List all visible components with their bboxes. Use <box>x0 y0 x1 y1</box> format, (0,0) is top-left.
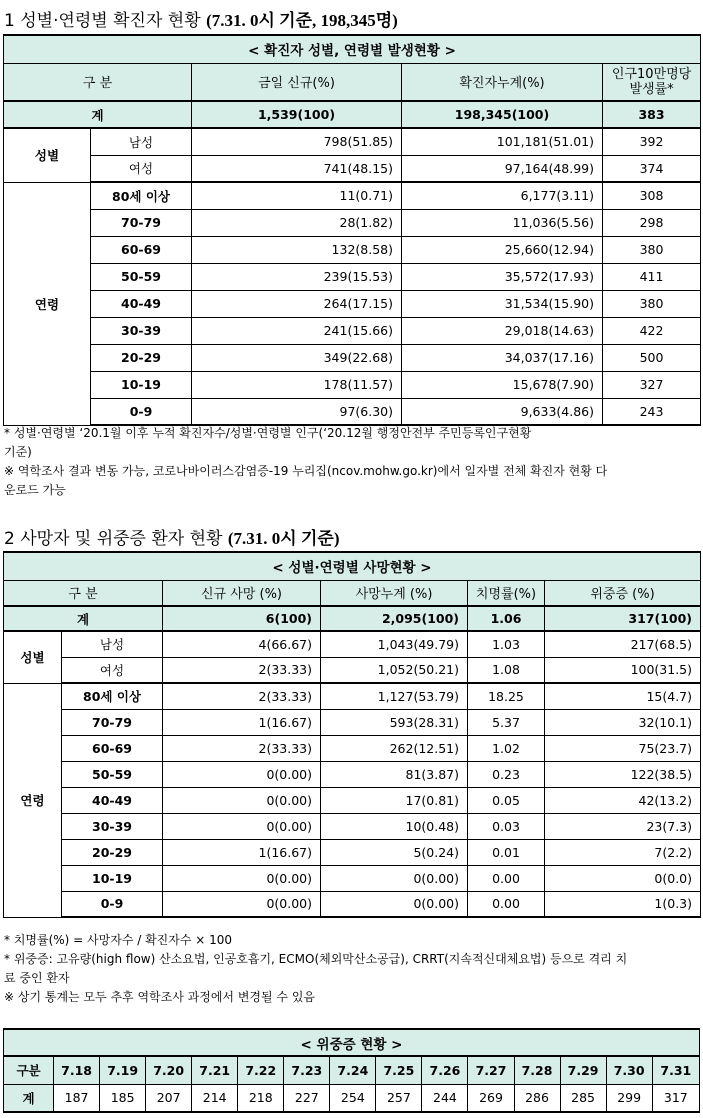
value-cell: 254 <box>330 1084 376 1112</box>
total-cumulative: 198,345(100) <box>402 101 603 128</box>
table-row <box>4 813 701 839</box>
cell-new: 241(15.66) <box>192 317 402 344</box>
cell-fatality: 0.03 <box>468 813 545 839</box>
cell-cumulative: 5(0.24) <box>321 839 468 865</box>
cell-cumulative: 34,037(17.16) <box>402 344 603 371</box>
date-cell: 7.31 <box>652 1056 699 1084</box>
table-row <box>4 236 701 263</box>
total-new: 1,539(100) <box>192 101 402 128</box>
cell-rate: 243 <box>603 398 701 425</box>
confirmed-table-banner: < 확진자 성별, 연령별 발생현황 > <box>4 35 701 63</box>
date-cell: 7.30 <box>606 1056 652 1084</box>
section1-title-date: (7.31. 0시 기준, 198,345명) <box>206 11 398 30</box>
header-cumulative-deaths: 사망누계 (%) <box>321 580 468 606</box>
row-label: 30-39 <box>62 813 163 839</box>
note-line: * 위중증: 고유량(high flow) 산소요법, 인공호흡기, ECMO(체외막산소공급), CRRT(지속적신대체요법) 등으로 격리 치 <box>4 952 628 966</box>
cell-severe: 0(0.0) <box>545 865 701 891</box>
cell-new: 2(33.33) <box>163 657 321 683</box>
cell-rate: 500 <box>603 344 701 371</box>
row-label: 40-49 <box>91 290 192 317</box>
cell-rate: 392 <box>603 128 701 155</box>
row-label: 80세 이상 <box>62 683 163 709</box>
group-sex: 성별 <box>4 631 62 683</box>
row-label: 60-69 <box>91 236 192 263</box>
cell-new: 264(17.15) <box>192 290 402 317</box>
cell-cumulative: 10(0.48) <box>321 813 468 839</box>
date-cell: 7.27 <box>468 1056 514 1084</box>
row-label: 0-9 <box>62 891 163 917</box>
row-label: 60-69 <box>62 735 163 761</box>
cell-severe: 122(38.5) <box>545 761 701 787</box>
date-cell: 7.19 <box>100 1056 146 1084</box>
table-row <box>4 290 701 317</box>
table-row <box>4 891 701 917</box>
note-line: * 치명률(%) = 사망자수 / 확진자수 × 100 <box>4 933 233 947</box>
cell-severe: 75(23.7) <box>545 735 701 761</box>
cell-new: 798(51.85) <box>192 128 402 155</box>
header-fatality: 치명률(%) <box>468 580 545 606</box>
table-row <box>4 683 701 709</box>
cell-new: 349(22.68) <box>192 344 402 371</box>
table-row <box>4 344 701 371</box>
date-cell: 7.28 <box>514 1056 560 1084</box>
cell-new: 1(16.67) <box>163 839 321 865</box>
value-cell: 299 <box>606 1084 652 1112</box>
cell-cumulative: 17(0.81) <box>321 787 468 813</box>
header-cumulative: 확진자누계(%) <box>402 63 603 101</box>
table-row <box>4 128 701 155</box>
cell-cumulative: 35,572(17.93) <box>402 263 603 290</box>
cell-severe: 100(31.5) <box>545 657 701 683</box>
total-new: 6(100) <box>163 606 321 631</box>
section1-title-text: 1 성별·연령별 확진자 현황 <box>4 11 207 31</box>
value-cell: 207 <box>146 1084 192 1112</box>
cell-rate: 380 <box>603 290 701 317</box>
cell-rate: 411 <box>603 263 701 290</box>
header-rate-line1: 인구10만명당 <box>611 66 692 82</box>
cell-fatality: 0.00 <box>468 891 545 917</box>
row-label: 50-59 <box>62 761 163 787</box>
dates-row <box>4 1056 700 1084</box>
cell-rate: 327 <box>603 371 701 398</box>
row-label: 20-29 <box>62 839 163 865</box>
total-cumulative: 2,095(100) <box>321 606 468 631</box>
cell-new: 239(15.53) <box>192 263 402 290</box>
row-label: 50-59 <box>91 263 192 290</box>
cell-severe: 42(13.2) <box>545 787 701 813</box>
cell-rate: 374 <box>603 155 701 182</box>
cell-severe: 32(10.1) <box>545 709 701 735</box>
note-line: ※ 상기 통계는 모두 추후 역학조사 과정에서 변경될 수 있음 <box>4 990 316 1004</box>
note-line: 기준) <box>4 445 32 459</box>
row-label: 40-49 <box>62 787 163 813</box>
table-row <box>4 398 701 425</box>
date-cell: 7.23 <box>284 1056 330 1084</box>
group-age: 연령 <box>4 182 91 425</box>
value-cell: 257 <box>376 1084 422 1112</box>
cell-new: 2(33.33) <box>163 735 321 761</box>
cell-new: 178(11.57) <box>192 371 402 398</box>
table-row <box>4 735 701 761</box>
cell-new: 132(8.58) <box>192 236 402 263</box>
total-label: 계 <box>4 606 163 631</box>
cell-severe: 217(68.5) <box>545 631 701 657</box>
cell-new: 4(66.67) <box>163 631 321 657</box>
date-cell: 7.24 <box>330 1056 376 1084</box>
table-row <box>4 263 701 290</box>
deaths-table-banner: < 성별·연령별 사망현황 > <box>4 552 701 580</box>
cell-new: 0(0.00) <box>163 787 321 813</box>
deaths-table <box>3 551 701 918</box>
row-label: 구분 <box>4 1056 54 1084</box>
row-label: 70-79 <box>91 209 192 236</box>
cell-fatality: 1.03 <box>468 631 545 657</box>
cell-new: 0(0.00) <box>163 891 321 917</box>
values-row <box>4 1084 700 1112</box>
total-label: 계 <box>4 101 192 128</box>
date-cell: 7.20 <box>146 1056 192 1084</box>
value-cell: 214 <box>192 1084 238 1112</box>
severe-trend-table <box>3 1028 700 1113</box>
cell-cumulative: 15,678(7.90) <box>402 371 603 398</box>
cell-cumulative: 6,177(3.11) <box>402 182 603 209</box>
cell-new: 0(0.00) <box>163 865 321 891</box>
row-label: 30-39 <box>91 317 192 344</box>
value-cell: 227 <box>284 1084 330 1112</box>
value-cell: 286 <box>514 1084 560 1112</box>
value-cell: 187 <box>54 1084 100 1112</box>
cell-cumulative: 97,164(48.99) <box>402 155 603 182</box>
header-rate <box>603 63 701 101</box>
confirmed-cases-table <box>3 34 701 426</box>
cell-fatality: 1.08 <box>468 657 545 683</box>
cell-rate: 298 <box>603 209 701 236</box>
cell-severe: 23(7.3) <box>545 813 701 839</box>
cell-new: 741(48.15) <box>192 155 402 182</box>
row-label: 80세 이상 <box>91 182 192 209</box>
section2-title-text: 2 사망자 및 위중증 환자 현황 <box>4 529 228 549</box>
table-row <box>4 709 701 735</box>
date-cell: 7.21 <box>192 1056 238 1084</box>
cell-cumulative: 0(0.00) <box>321 891 468 917</box>
cell-cumulative: 81(3.87) <box>321 761 468 787</box>
cell-fatality: 0.23 <box>468 761 545 787</box>
row-label: 여성 <box>62 657 163 683</box>
row-label: 20-29 <box>91 344 192 371</box>
header-category: 구 분 <box>4 580 163 606</box>
cell-rate: 308 <box>603 182 701 209</box>
table-row <box>4 209 701 236</box>
value-cell: 285 <box>560 1084 606 1112</box>
row-label: 70-79 <box>62 709 163 735</box>
cell-new: 0(0.00) <box>163 761 321 787</box>
cell-cumulative: 0(0.00) <box>321 865 468 891</box>
table-row <box>4 631 701 657</box>
date-cell: 7.29 <box>560 1056 606 1084</box>
value-cell: 244 <box>422 1084 468 1112</box>
cell-new: 28(1.82) <box>192 209 402 236</box>
date-cell: 7.25 <box>376 1056 422 1084</box>
header-new: 금일 신규(%) <box>192 63 402 101</box>
note-line: 료 중인 환자 <box>4 971 70 985</box>
cell-cumulative: 1,127(53.79) <box>321 683 468 709</box>
cell-new: 2(33.33) <box>163 683 321 709</box>
note-line: * 성별·연령별 ‘20.1월 이후 누적 확진자수/성별·연령별 인구(‘20.12월 행정안전부 주민등록인구현황 <box>4 426 532 440</box>
cell-cumulative: 1,052(50.21) <box>321 657 468 683</box>
total-rate: 383 <box>603 101 701 128</box>
cell-severe: 1(0.3) <box>545 891 701 917</box>
cell-new: 97(6.30) <box>192 398 402 425</box>
cell-fatality: 0.05 <box>468 787 545 813</box>
cell-fatality: 5.37 <box>468 709 545 735</box>
cell-cumulative: 101,181(51.01) <box>402 128 603 155</box>
row-label: 남성 <box>91 128 192 155</box>
row-label: 0-9 <box>91 398 192 425</box>
table-row <box>4 657 701 683</box>
section1-title <box>4 6 398 31</box>
row-label: 여성 <box>91 155 192 182</box>
group-sex: 성별 <box>4 128 91 182</box>
table-row <box>4 787 701 813</box>
value-cell: 218 <box>238 1084 284 1112</box>
row-label: 10-19 <box>91 371 192 398</box>
table-row <box>4 839 701 865</box>
cell-cumulative: 11,036(5.56) <box>402 209 603 236</box>
header-severe: 위중증 (%) <box>545 580 701 606</box>
cell-rate: 380 <box>603 236 701 263</box>
header-rate-line2: 발생률* <box>629 81 674 97</box>
cell-fatality: 18.25 <box>468 683 545 709</box>
row-label: 계 <box>4 1084 54 1112</box>
date-cell: 7.26 <box>422 1056 468 1084</box>
table-row <box>4 155 701 182</box>
row-label: 10-19 <box>62 865 163 891</box>
cell-cumulative: 9,633(4.86) <box>402 398 603 425</box>
value-cell: 269 <box>468 1084 514 1112</box>
value-cell: 317 <box>652 1084 699 1112</box>
header-category: 구 분 <box>4 63 192 101</box>
table-row <box>4 182 701 209</box>
date-cell: 7.22 <box>238 1056 284 1084</box>
section2-title-date: (7.31. 0시 기준) <box>227 529 340 548</box>
cell-cumulative: 262(12.51) <box>321 735 468 761</box>
cell-rate: 422 <box>603 317 701 344</box>
note-line: 운로드 가능 <box>4 483 66 497</box>
cell-new: 11(0.71) <box>192 182 402 209</box>
cell-cumulative: 31,534(15.90) <box>402 290 603 317</box>
severe-table-banner: < 위중증 현황 > <box>4 1029 700 1056</box>
header-new-deaths: 신규 사망 (%) <box>163 580 321 606</box>
value-cell: 185 <box>100 1084 146 1112</box>
table-row <box>4 865 701 891</box>
table-row <box>4 317 701 344</box>
cell-cumulative: 593(28.31) <box>321 709 468 735</box>
cell-cumulative: 1,043(49.79) <box>321 631 468 657</box>
section1-notes <box>4 424 607 500</box>
table-row <box>4 761 701 787</box>
cell-fatality: 1.02 <box>468 735 545 761</box>
total-row <box>4 606 701 631</box>
total-row <box>4 101 701 128</box>
total-severe: 317(100) <box>545 606 701 631</box>
date-cell: 7.18 <box>54 1056 100 1084</box>
total-fatality: 1.06 <box>468 606 545 631</box>
section2-title <box>4 524 339 549</box>
cell-fatality: 0.01 <box>468 839 545 865</box>
section2-notes <box>4 931 627 1007</box>
cell-cumulative: 25,660(12.94) <box>402 236 603 263</box>
table-row <box>4 371 701 398</box>
cell-cumulative: 29,018(14.63) <box>402 317 603 344</box>
cell-new: 1(16.67) <box>163 709 321 735</box>
cell-severe: 15(4.7) <box>545 683 701 709</box>
group-age: 연령 <box>4 683 62 917</box>
cell-fatality: 0.00 <box>468 865 545 891</box>
row-label: 남성 <box>62 631 163 657</box>
cell-new: 0(0.00) <box>163 813 321 839</box>
note-line: ※ 역학조사 결과 변동 가능, 코로나바이러스감염증-19 누리집(ncov.mohw.go.kr)에서 일자별 전체 확진자 현황 다 <box>4 464 608 478</box>
cell-severe: 7(2.2) <box>545 839 701 865</box>
